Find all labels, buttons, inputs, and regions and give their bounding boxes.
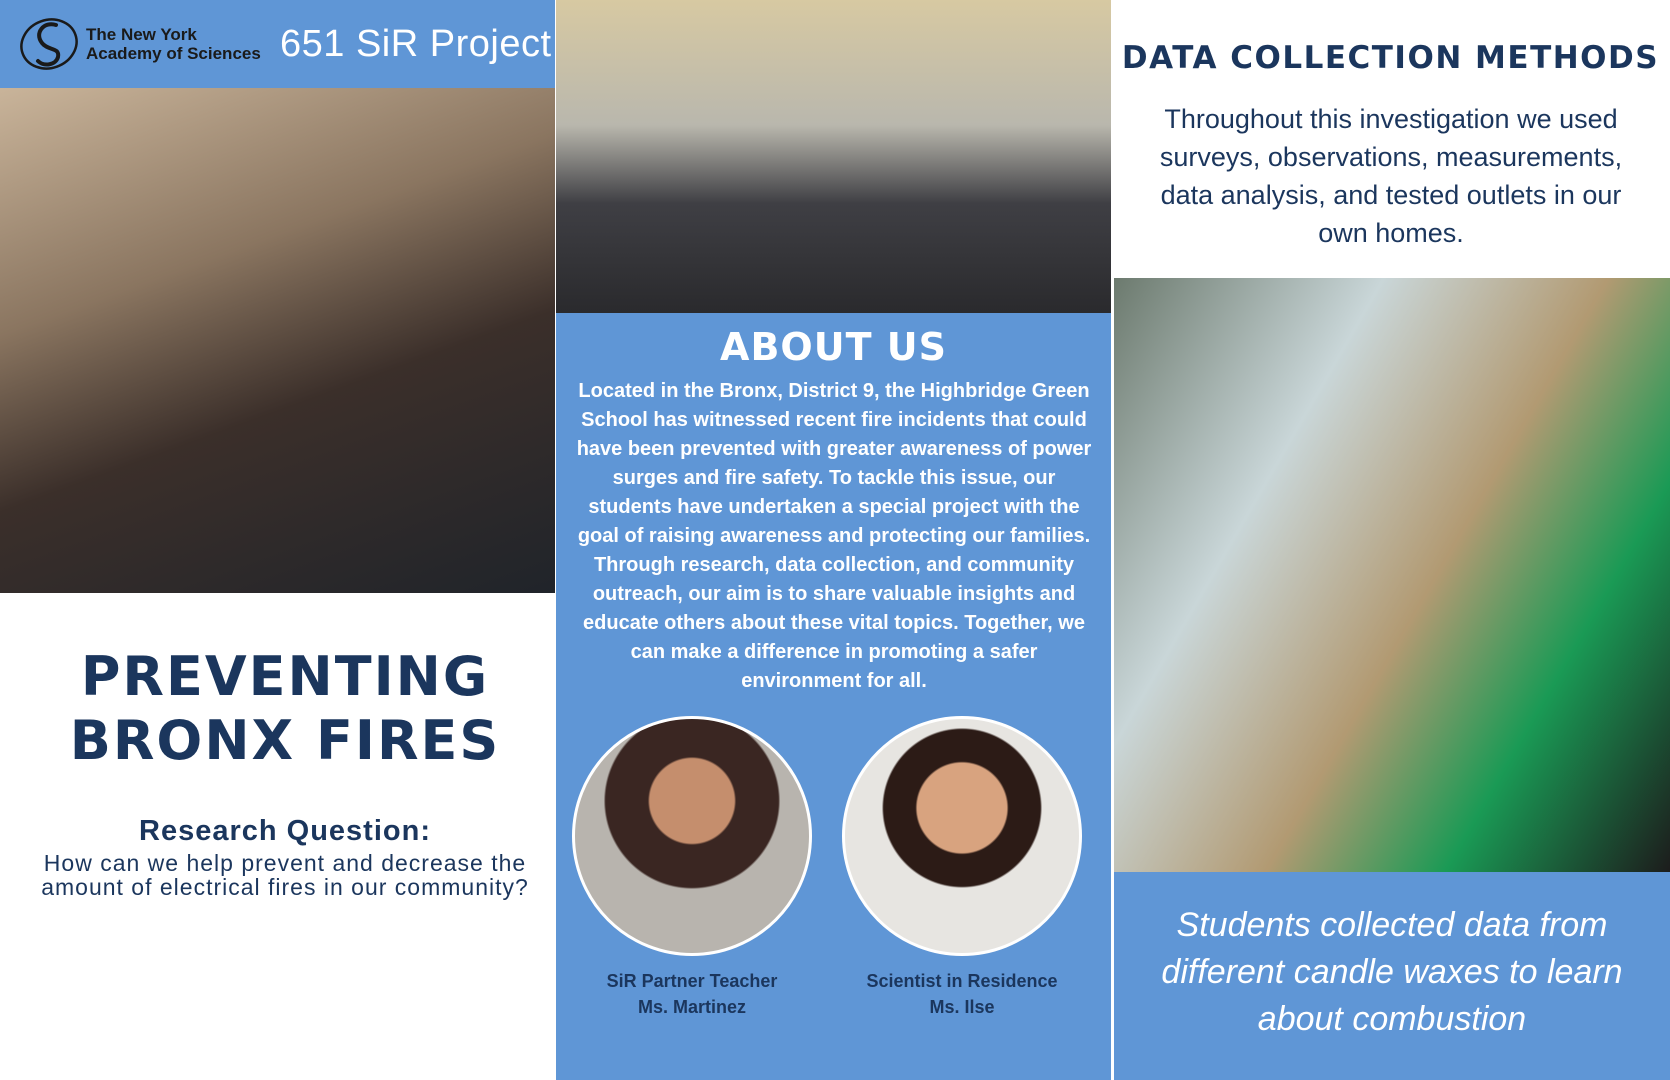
about-title: ABOUT US xyxy=(720,325,947,369)
research-question-text: How can we help prevent and decrease the amount of electrical fires in our community? xyxy=(41,850,529,900)
about-section xyxy=(556,313,1111,1080)
header-bar xyxy=(0,0,555,88)
project-title: 651 SiR Project xyxy=(280,22,552,65)
combustion-caption: Students collected data from different candle waxes to learn about combustion xyxy=(1161,906,1623,1038)
research-question-label: Research Question: xyxy=(139,815,431,847)
about-text: Located in the Bronx, District 9, the Highbridge Green School has witnessed recent fire incidents that could have been prevented with greater awareness of power surges and fire safety. To tackle this issue, our students have undertaken a special project with the goal of raising awareness and protecting our families. Through research, data collection, and community outreach, our aim is to share valuable insights and educate others about these vital topics. Together, we can make a difference in promoting a safer environment for all. xyxy=(576,380,1092,692)
page-title xyxy=(0,645,555,773)
candle-experiment-photo xyxy=(1114,278,1670,872)
org-name: The New York Academy of Sciences xyxy=(86,25,261,63)
students-working-photo xyxy=(0,88,555,593)
group-photo xyxy=(556,0,1111,313)
scientist-role: Scientist in Residence xyxy=(866,971,1058,991)
teacher-name: Ms. Martinez xyxy=(637,997,747,1017)
teacher-portrait xyxy=(572,716,812,956)
teacher-role: SiR Partner Teacher xyxy=(606,971,778,991)
nyas-logo-icon xyxy=(16,11,82,77)
data-methods-title: DATA COLLECTION METHODS xyxy=(1121,40,1660,76)
data-methods-section xyxy=(1111,0,1670,278)
teacher-caption xyxy=(562,968,822,1020)
combustion-section xyxy=(1114,872,1670,1080)
scientist-caption xyxy=(832,968,1092,1020)
data-methods-text: Throughout this investigation we used surveys, observations, measurements, data analysis, and tested outlets in our own homes. xyxy=(1159,104,1623,248)
scientist-portrait xyxy=(842,716,1082,956)
title-section xyxy=(0,593,555,1080)
scientist-name: Ms. Ilse xyxy=(929,997,995,1017)
title-line-2: BRONX FIRES xyxy=(69,709,501,772)
title-line-1: PREVENTING xyxy=(80,645,490,708)
